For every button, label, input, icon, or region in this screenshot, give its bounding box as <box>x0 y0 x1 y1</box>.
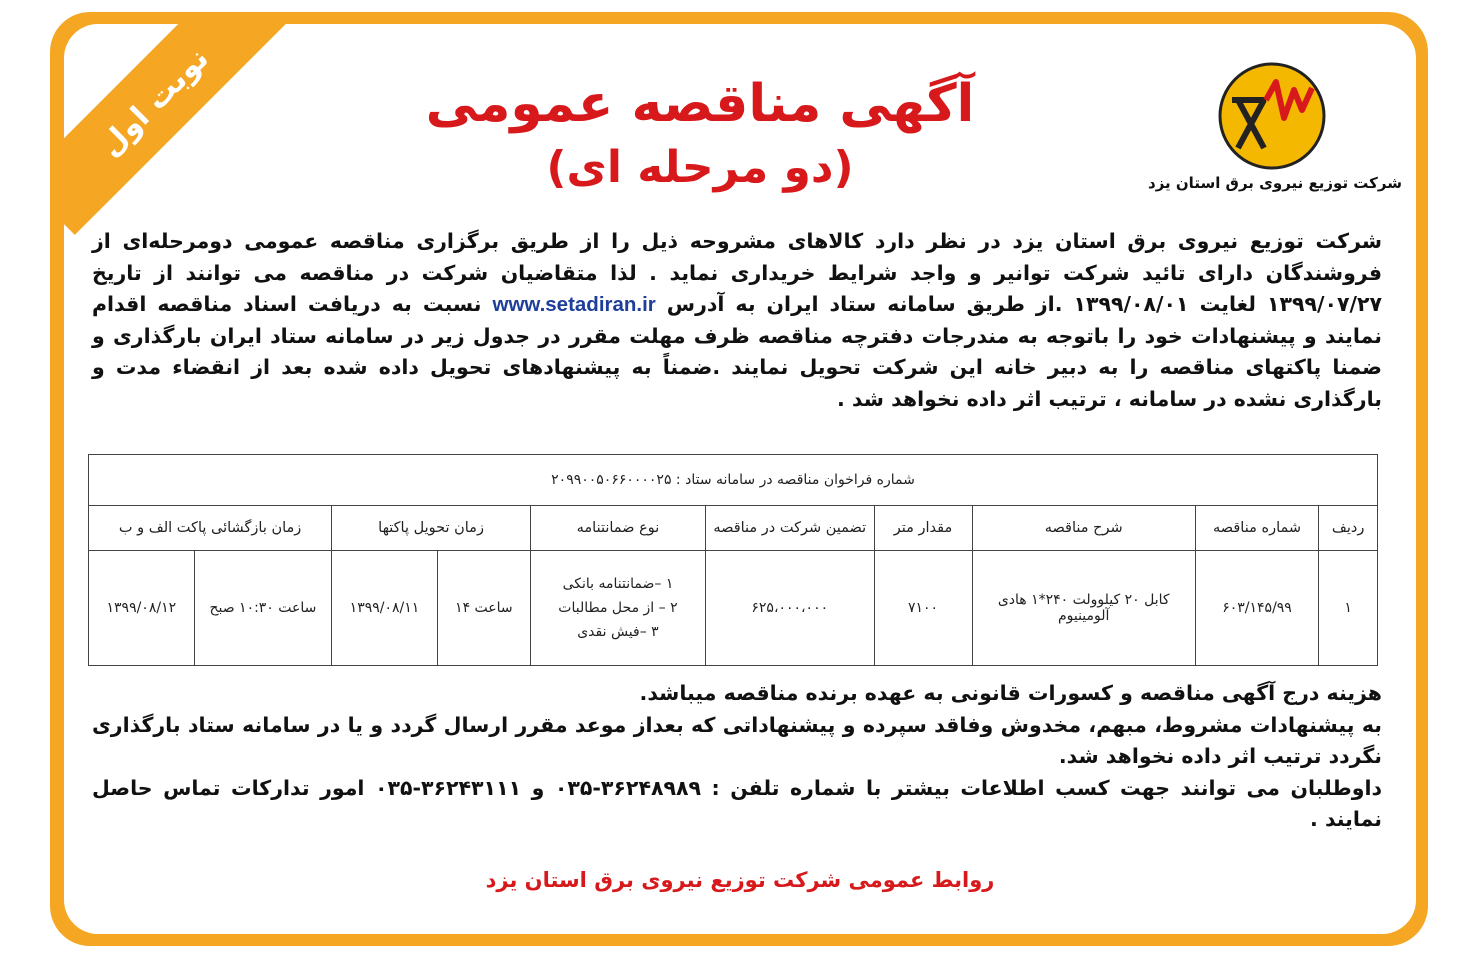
cell-delivery-date: ۱۳۹۹/۰۸/۱۱ <box>332 551 438 666</box>
cell-guarantee-amount: ۶۲۵،۰۰۰،۰۰۰ <box>706 551 875 666</box>
cell-row-number: ۱ <box>1319 551 1378 666</box>
header-quantity: مقدار متر <box>874 506 972 551</box>
guarantee-option: ۳ –فیش نقدی <box>577 624 659 640</box>
company-logo-icon <box>1216 60 1328 172</box>
page-title: آگهی مناقصه عمومی <box>425 74 975 134</box>
setadiran-link[interactable]: www.setadiran.ir <box>492 293 656 316</box>
footer-note-cost: هزینه درج آگهی مناقصه و کسورات قانونی به عهده برنده مناقصه میباشد. <box>639 681 1382 705</box>
tender-table <box>88 454 1378 666</box>
public-relations-signoff: روابط عمومی شرکت توزیع نیروی برق استان یزد <box>485 868 995 892</box>
intro-paragraph <box>92 226 1382 415</box>
call-number-cell <box>89 455 1378 506</box>
call-number-label: شماره فراخوان مناقصه در سامانه ستاد : <box>675 472 915 488</box>
table-row <box>89 551 1378 666</box>
guarantee-option: ۱ –ضمانتنامه بانکی <box>562 576 674 592</box>
company-caption: شرکت توزیع نیروی برق استان یزد <box>1148 174 1402 192</box>
cell-delivery-time: ساعت ۱۴ <box>437 551 530 666</box>
guarantee-option: ۲ – از محل مطالبات <box>558 600 678 616</box>
cell-description: کابل ۲۰ کیلوولت ۲۴۰*۱ هادی آلومینیوم <box>972 551 1195 666</box>
intro-text-2: نسبت به دریافت اسناد مناقصه اقدام نمایند و پیشنهادات خود را باتوجه به مندرجات دفترچه مناقصه ظرف مهلت مقرر در جدول زیر در سامانه ستاد ایران بارگذاری و ضمنا پاکتهای مناقصه را به دبیر خانه این شرکت تحویل نمایند .ضمناً به پیشنهادهای تحویل داده شده بعد از انقضاء مدت و بارگذاری نشده در سامانه ، ترتیب اثر داده نخواهد شد . <box>92 292 1382 411</box>
cell-opening-time: ساعت ۱۰:۳۰ صبح <box>194 551 332 666</box>
footer-notes <box>92 678 1382 836</box>
cell-opening-date: ۱۳۹۹/۰۸/۱۲ <box>89 551 195 666</box>
call-number-value: ۲۰۹۹۰۰۵۰۶۶۰۰۰۰۲۵ <box>551 472 672 488</box>
header-description: شرح مناقصه <box>972 506 1195 551</box>
page-subtitle: (دو مرحله ای) <box>546 142 854 193</box>
header-guarantee-type: نوع ضمانتنامه <box>530 506 705 551</box>
cell-tender-no: ۶۰۳/۱۴۵/۹۹ <box>1195 551 1318 666</box>
footer-note-contact: داوطلبان می توانند جهت کسب اطلاعات بیشتر با شماره تلفن : ۳۶۲۴۸۹۸۹-۰۳۵ و ۳۶۲۴۳۱۱۱-۰۳۵ امور تدارکات تماس حاصل نمایند . <box>92 775 1382 831</box>
header-guarantee-amount: تضمین شرکت در مناقصه <box>706 506 875 551</box>
corner-ribbon <box>64 24 287 235</box>
intro-text-1: شرکت توزیع نیروی برق استان یزد در نظر دارد کالاهای مشروحه ذیل را از طریق برگزاری مناقصه عمومی دومرحله‌ای از فروشندگان دارای تائید شرکت توانیر و واجد شرایط خریداری نماید . لذا متقاضیان شرکت در مناقصه می توانند از تاریخ ۱۳۹۹/۰۷/۲۷ لغایت ۱۳۹۹/۰۸/۰۱ .از طریق سامانه ستاد ایران به آدرس <box>92 229 1383 316</box>
cell-quantity: ۷۱۰۰ <box>874 551 972 666</box>
table-header-row <box>89 506 1378 551</box>
header-tender-no: شماره مناقصه <box>1195 506 1318 551</box>
header-delivery: زمان تحویل پاکتها <box>332 506 531 551</box>
header-opening: زمان بازگشائی پاکت الف و ب <box>89 506 332 551</box>
call-number-row <box>89 455 1378 506</box>
footer-note-conditions: به پیشنهادات مشروط، مبهم، مخدوش وفاقد سپرده و پیشنهاداتی که بعداز موعد مقرر ارسال گردد و یا در سامانه ستاد بارگذاری نگردد ترتیب اثر داده نخواهد شد. <box>92 712 1382 768</box>
cell-guarantee-type <box>530 551 705 666</box>
ribbon-label: نوبت اول <box>92 40 216 164</box>
header-row-number: ردیف <box>1319 506 1378 551</box>
